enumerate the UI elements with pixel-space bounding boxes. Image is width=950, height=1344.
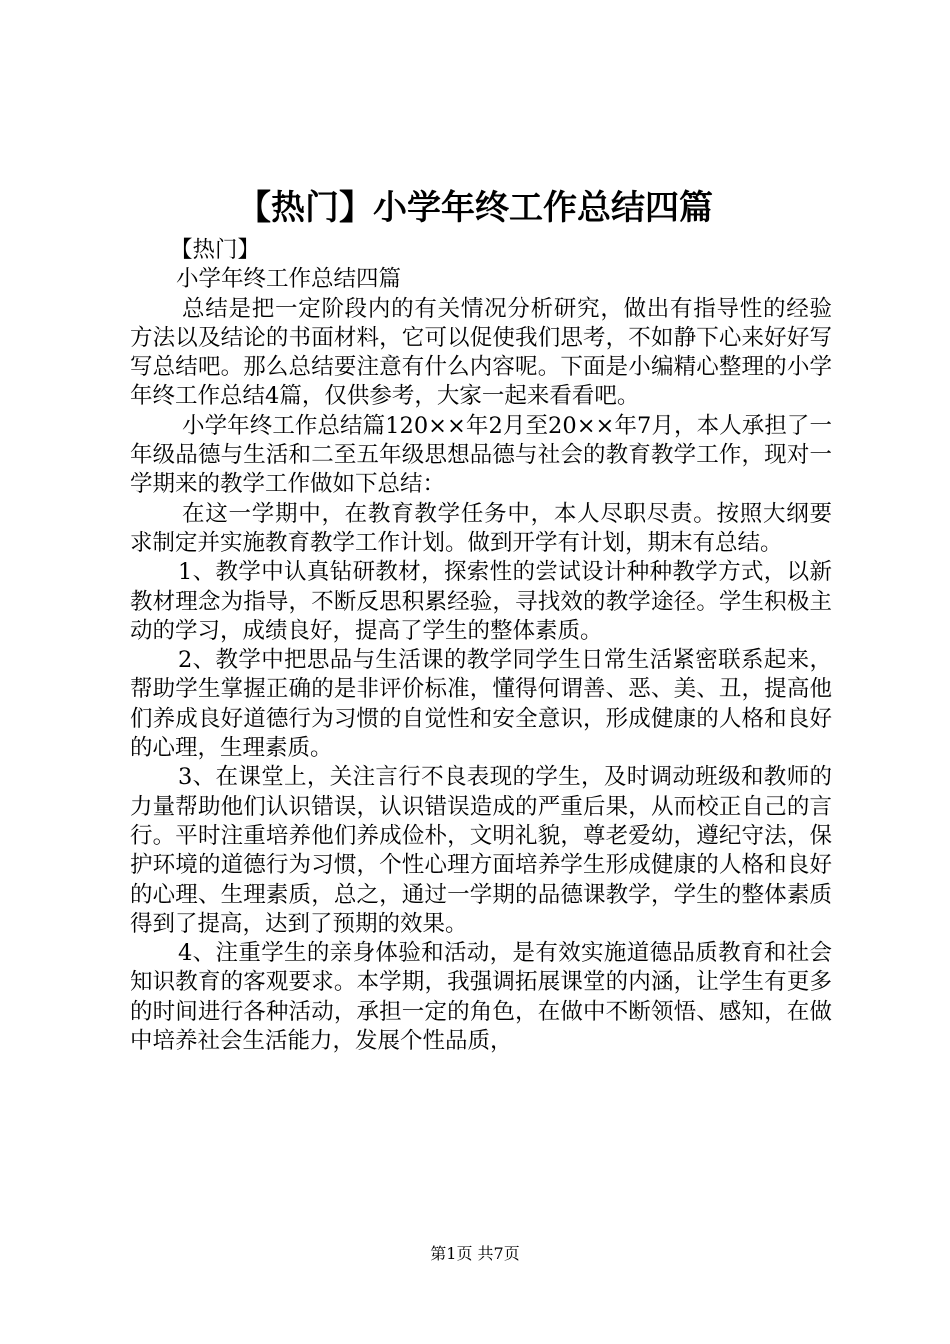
- subtitle: 小学年终工作总结四篇: [176, 266, 402, 293]
- page-footer: 第1页 共7页: [430, 1244, 520, 1263]
- paragraph-summary-1: 小学年终工作总结篇120××年2月至20××年7月，本人承担了一年级品德与生活和二至五年级思想品德与社会的教育教学工作，现对一学期来的教学工作做如下总结：: [130, 412, 832, 498]
- paragraph-item-1: 1、教学中认真钻研教材，探索性的尝试设计种种教学方式，以新教材理念为指导，不断反思积累经验，寻找效的教学途径。学生积极主动的学习，成绩良好，提高了学生的整体素质。: [130, 559, 832, 644]
- paragraph-item-2: 2、教学中把思品与生活课的教学同学生日常生活紧密联系起来，帮助学生掌握正确的是非评价标准，懂得何谓善、恶、美、丑，提高他们养成良好道德行为习惯的自觉性和安全意识，形成健康的人格和良好的心理，生理素质。: [130, 647, 832, 762]
- paragraph-duties: 在这一学期中，在教育教学任务中，本人尽职尽责。按照大纲要求制定并实施教育教学工作计划。做到开学有计划，期末有总结。: [130, 500, 832, 556]
- document-body: [130, 236, 832, 1056]
- paragraph-intro: 总结是把一定阶段内的有关情况分析研究，做出有指导性的经验方法以及结论的书面材料，它可以促使我们思考，不如静下心来好好写写总结吧。那么总结要注意有什么内容呢。下面是小编精心整理的小学年终工作总结4篇，仅供参考，大家一起来看看吧。: [130, 295, 832, 410]
- sub-label: 【热门】: [170, 237, 261, 263]
- document-title: 【热门】小学年终工作总结四篇: [237, 188, 713, 228]
- paragraph-item-4: 4、注重学生的亲身体验和活动，是有效实施道德品质教育和社会知识教育的客观要求。本学期，我强调拓展课堂的内涵，让学生有更多的时间进行各种活动，承担一定的角色，在做中不断领悟、感知，在做中培养社会生活能力，发展个性品质，: [130, 940, 832, 1055]
- paragraph-item-3: 3、在课堂上，关注言行不良表现的学生，及时调动班级和教师的力量帮助他们认识错误，认识错误造成的严重后果，从而校正自己的言行。平时注重培养他们养成俭朴，文明礼貌，尊老爱幼，遵纪守法，保护环境的道德行为习惯，个性心理方面培养学生形成健康的人格和良好的心理、生理素质，总之，通过一学期的品德课教学，学生的整体素质得到了提高，达到了预期的效果。: [130, 764, 832, 937]
